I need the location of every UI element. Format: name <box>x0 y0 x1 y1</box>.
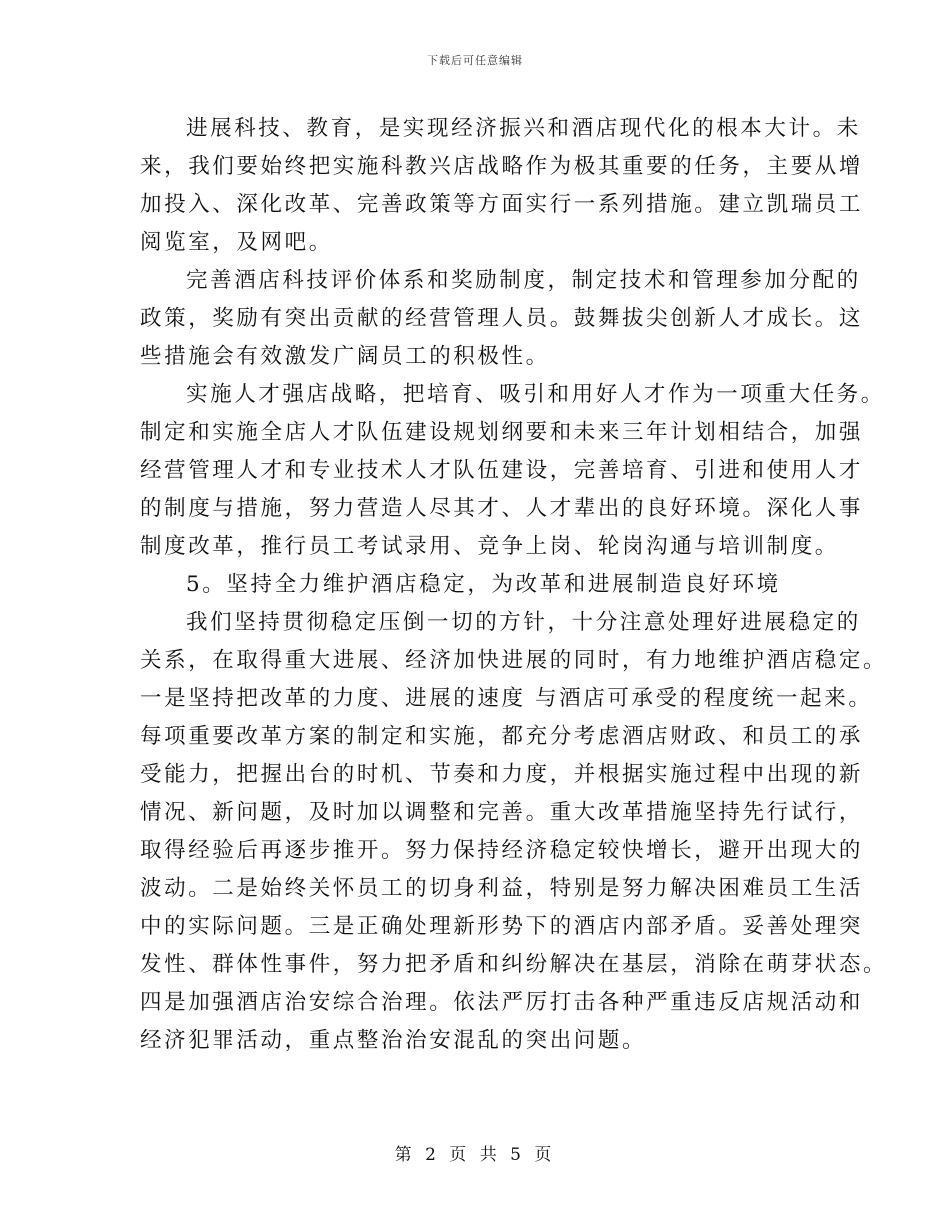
text-line: 经营管理人才和专业技术人才队伍建设，完善培育、引进和使用人才 <box>140 458 864 483</box>
text-line: 情况、新问题，及时加以调整和完善。重大改革措施坚持先行试行， <box>140 800 864 825</box>
text-line: 发性、群体性事件，努力把矛盾和纠纷解决在基层，消除在萌芽状态。 <box>140 952 888 977</box>
document-body <box>140 110 888 1060</box>
text-line: 一是坚持把改革的力度、进展的速度 与酒店可承受的程度统一起来。 <box>140 686 873 711</box>
text-line: 中的实际问题。三是正确处理新形势下的酒店内部矛盾。妥善处理突 <box>140 914 864 939</box>
text-line: 经济犯罪活动，重点整治治安混乱的突出问题。 <box>140 1028 647 1053</box>
text-line: 制度改革，推行员工考试录用、竞争上岗、轮岗沟通与培训制度。 <box>140 534 839 559</box>
text-line: 受能力，把握出台的时机、节奏和力度，并根据实施过程中出现的新 <box>140 762 864 787</box>
text-line: 每项重要改革方案的制定和实施，都充分考虑酒店财政、和员工的承 <box>140 724 864 749</box>
page-number: 第 2 页 共 5 页 <box>394 1145 556 1165</box>
text-line: 进展科技、教育，是实现经济振兴和酒店现代化的根本大计。未 <box>186 116 861 141</box>
text-line: 政策，奖励有突出贡献的经营管理人员。鼓舞拔尖创新人才成长。这 <box>140 306 864 331</box>
text-line: 完善酒店科技评价体系和奖励制度，制定技术和管理参加分配的 <box>186 268 861 293</box>
text-line: 的制度与措施，努力营造人尽其才、人才辈出的良好环境。深化人事 <box>140 496 864 521</box>
text-line: 些措施会有效激发广阔员工的积极性。 <box>140 344 550 369</box>
text-line: 制定和实施全店人才队伍建设规划纲要和未来三年计划相结合，加强 <box>140 420 864 445</box>
text-line: 来，我们要始终把实施科教兴店战略作为极其重要的任务，主要从增 <box>140 154 864 179</box>
text-line: 波动。二是始终关怀员工的切身利益，特别是努力解决困难员工生活 <box>140 876 864 901</box>
text-line: 我们坚持贯彻稳定压倒一切的方针，十分注意处理好进展稳定的 <box>186 610 861 635</box>
page-header-note: 下载后可任意编辑 <box>427 54 523 67</box>
text-line: 阅览室，及网吧。 <box>140 230 333 255</box>
text-line: 四是加强酒店治安综合治理。依法严厉打击各种严重违反店规活动和 <box>140 990 864 1015</box>
text-line: 加投入、深化改革、完善政策等方面实行一系列措施。建立凯瑞员工 <box>140 192 864 217</box>
text-line: 实施人才强店战略，把培育、吸引和用好人才作为一项重大任务。 <box>186 382 885 407</box>
text-line: 关系，在取得重大进展、经济加快进展的同时，有力地维护酒店稳定。 <box>140 648 888 673</box>
text-line: 5。坚持全力维护酒店稳定，为改革和进展制造良好环境 <box>186 572 781 597</box>
text-line: 取得经验后再逐步推开。努力保持经济稳定较快增长，避开出现大的 <box>140 838 864 863</box>
